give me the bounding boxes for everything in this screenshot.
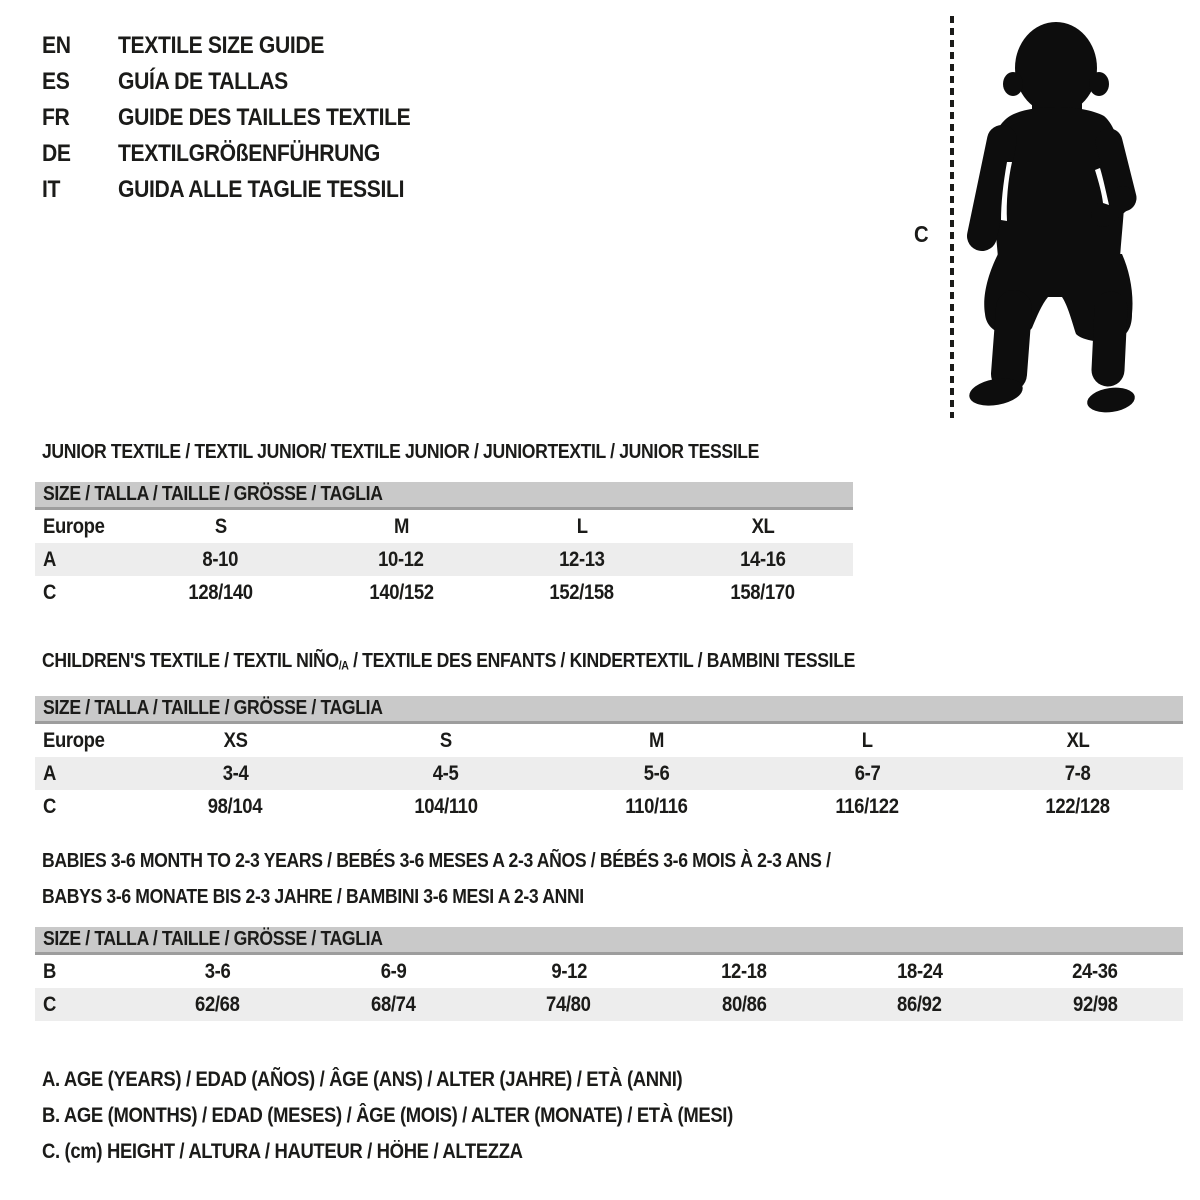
value-cell bbox=[130, 576, 311, 609]
value-cell bbox=[130, 724, 341, 757]
cell-value: 152/158 bbox=[549, 581, 615, 604]
row-label: A bbox=[43, 548, 56, 571]
table-row bbox=[35, 790, 1183, 823]
value-cell bbox=[551, 757, 762, 790]
size-header-text: SIZE / TALLA / TAILLE / GRÖSSE / TAGLIA bbox=[43, 696, 383, 719]
row-label: C bbox=[43, 993, 56, 1016]
table-title-line bbox=[35, 643, 1183, 684]
row-label-cell bbox=[35, 724, 130, 757]
language-title: TEXTILGRÖßENFÜHRUNG bbox=[118, 140, 381, 167]
title-text: / TEXTILE DES ENFANTS / KINDERTEXTIL / BAMBINI TESSILE bbox=[348, 650, 855, 672]
table-title-line bbox=[35, 879, 1183, 915]
cell-value: 9-12 bbox=[550, 960, 587, 983]
value-cell bbox=[832, 955, 1008, 988]
value-cell bbox=[492, 543, 673, 576]
value-cell bbox=[972, 790, 1183, 823]
language-row bbox=[42, 28, 450, 64]
value-cell bbox=[481, 955, 657, 988]
title-text: BABYS 3-6 MONATE BIS 2-3 JAHRE / BAMBINI 3-6 MESI A 2-3 ANNI bbox=[42, 886, 584, 908]
language-title-cell bbox=[118, 100, 450, 136]
cell-value: 122/128 bbox=[1045, 794, 1110, 818]
row-label: B bbox=[43, 960, 56, 983]
table-row bbox=[35, 724, 1183, 757]
table-row bbox=[35, 543, 853, 576]
cell-value: 158/170 bbox=[730, 581, 795, 604]
value-cell bbox=[492, 510, 673, 543]
table-row bbox=[35, 955, 1183, 988]
cell-value: S bbox=[439, 728, 452, 752]
cell-value: XL bbox=[1066, 728, 1090, 752]
cell-value: 74/80 bbox=[546, 993, 591, 1016]
cell-value: 140/152 bbox=[368, 581, 434, 604]
table-row bbox=[35, 988, 1183, 1021]
language-row bbox=[42, 172, 450, 208]
foot-right bbox=[1086, 385, 1137, 415]
value-cell bbox=[311, 576, 492, 609]
legend-row bbox=[42, 1134, 827, 1170]
cell-value: 3-6 bbox=[204, 960, 231, 983]
language-row bbox=[42, 136, 450, 172]
row-label-cell bbox=[35, 757, 130, 790]
cell-value: 24-36 bbox=[1072, 960, 1119, 983]
cell-value: 12-13 bbox=[559, 548, 605, 571]
arm-left bbox=[982, 140, 1002, 236]
cell-value: 6-7 bbox=[854, 761, 880, 785]
row-label-cell bbox=[35, 543, 130, 576]
cell-value: 10-12 bbox=[378, 548, 424, 571]
value-cell bbox=[130, 757, 341, 790]
value-cell bbox=[311, 510, 492, 543]
value-cell bbox=[762, 790, 973, 823]
value-cell bbox=[130, 543, 311, 576]
cell-value: S bbox=[214, 515, 227, 538]
ear-left bbox=[1003, 72, 1023, 96]
value-cell bbox=[672, 576, 853, 609]
title-text: CHILDREN'S TEXTILE / TEXTIL NIÑO bbox=[42, 650, 339, 672]
value-cell bbox=[341, 757, 552, 790]
title-text: JUNIOR TEXTILE / TEXTIL JUNIOR/ TEXTILE JUNIOR / JUNIORTEXTIL / JUNIOR TESSILE bbox=[42, 441, 760, 463]
row-label: Europe bbox=[43, 515, 105, 538]
value-cell bbox=[657, 955, 833, 988]
title-text: BABIES 3-6 MONTH TO 2-3 YEARS / BEBÉS 3-6 MESES A 2-3 AÑOS / BÉBÉS 3-6 MOIS À 2-3 ANS / bbox=[42, 850, 831, 872]
language-title-cell bbox=[118, 136, 416, 172]
height-measure-label: C bbox=[914, 221, 929, 247]
value-cell bbox=[341, 790, 552, 823]
language-header bbox=[42, 28, 450, 208]
title-subscript: /A bbox=[338, 658, 349, 673]
table-row bbox=[35, 510, 853, 543]
cell-value: 92/98 bbox=[1073, 993, 1118, 1016]
size-header-text: SIZE / TALLA / TAILLE / GRÖSSE / TAGLIA bbox=[43, 928, 383, 950]
value-cell bbox=[1008, 955, 1184, 988]
table-title bbox=[35, 643, 1183, 684]
cell-value: 98/104 bbox=[208, 794, 263, 818]
table-title-text bbox=[42, 434, 759, 470]
value-cell bbox=[762, 724, 973, 757]
value-cell bbox=[130, 955, 306, 988]
value-cell bbox=[551, 724, 762, 757]
language-title-cell bbox=[118, 64, 311, 100]
language-title-cell bbox=[118, 28, 352, 64]
row-label-cell bbox=[35, 790, 130, 823]
value-cell bbox=[481, 988, 657, 1021]
row-label: C bbox=[43, 794, 56, 818]
table-title bbox=[35, 843, 1183, 915]
cell-value: L bbox=[861, 728, 873, 752]
value-cell bbox=[672, 510, 853, 543]
cell-value: 8-10 bbox=[202, 548, 239, 571]
cell-value: 7-8 bbox=[1064, 761, 1091, 785]
value-cell bbox=[130, 510, 311, 543]
table-title bbox=[35, 434, 853, 470]
row-label-cell bbox=[35, 955, 130, 988]
table-title-line bbox=[35, 434, 853, 470]
language-code-cell bbox=[42, 172, 118, 208]
language-code: EN bbox=[42, 32, 71, 59]
language-title: TEXTILE SIZE GUIDE bbox=[118, 32, 325, 59]
babies-textile-table bbox=[35, 843, 1183, 1021]
cell-value: 68/74 bbox=[371, 993, 416, 1016]
size-header-bar bbox=[35, 696, 1183, 724]
language-title: GUÍA DE TALLAS bbox=[118, 68, 288, 95]
value-cell bbox=[341, 724, 552, 757]
cell-value: XL bbox=[751, 515, 775, 538]
value-cell bbox=[832, 988, 1008, 1021]
toddler-silhouette-svg bbox=[890, 8, 1150, 422]
cell-value: 128/140 bbox=[188, 581, 253, 604]
value-cell bbox=[130, 988, 306, 1021]
legend-row bbox=[42, 1062, 827, 1098]
language-code: DE bbox=[42, 140, 71, 167]
row-label-cell bbox=[35, 576, 130, 609]
cell-value: 110/116 bbox=[625, 794, 688, 818]
cell-value: 14-16 bbox=[739, 548, 786, 571]
height-figure bbox=[890, 8, 1150, 422]
size-header-bar bbox=[35, 927, 1183, 955]
ear-right bbox=[1089, 72, 1109, 96]
row-label-cell bbox=[35, 510, 130, 543]
toddler-silhouette bbox=[967, 22, 1136, 415]
legend-row bbox=[42, 1098, 827, 1134]
cell-value: 12-18 bbox=[721, 960, 768, 983]
row-label-cell bbox=[35, 988, 130, 1021]
value-cell bbox=[762, 757, 973, 790]
cell-value: 80/86 bbox=[722, 993, 767, 1016]
value-cell bbox=[672, 543, 853, 576]
language-code-cell bbox=[42, 28, 118, 64]
legend-text: A. AGE (YEARS) / EDAD (AÑOS) / ÂGE (ANS) / ALTER (JAHRE) / ETÀ (ANNI) bbox=[42, 1068, 683, 1091]
cell-value: 18-24 bbox=[896, 960, 943, 983]
row-label: Europe bbox=[43, 728, 105, 752]
language-code: ES bbox=[42, 68, 70, 95]
language-code-cell bbox=[42, 136, 118, 172]
value-cell bbox=[1008, 988, 1184, 1021]
table-row bbox=[35, 757, 1183, 790]
value-cell bbox=[306, 955, 482, 988]
size-header-text: SIZE / TALLA / TAILLE / GRÖSSE / TAGLIA bbox=[43, 483, 383, 505]
legend-text: C. (cm) HEIGHT / ALTURA / HAUTEUR / HÖHE / ALTEZZA bbox=[42, 1140, 523, 1163]
cell-value: XS bbox=[223, 728, 248, 752]
value-cell bbox=[311, 543, 492, 576]
cell-value: 86/92 bbox=[897, 993, 942, 1016]
table-title-text bbox=[42, 879, 584, 915]
children-textile-table bbox=[35, 643, 1183, 823]
cell-value: L bbox=[576, 515, 588, 538]
language-code: FR bbox=[42, 104, 70, 131]
value-cell bbox=[551, 790, 762, 823]
cell-value: 6-9 bbox=[380, 960, 407, 983]
cell-value: 5-6 bbox=[643, 761, 670, 785]
value-cell bbox=[492, 576, 673, 609]
legend bbox=[42, 1062, 827, 1170]
language-code-cell bbox=[42, 64, 118, 100]
language-title-cell bbox=[118, 172, 443, 208]
cell-value: M bbox=[393, 515, 409, 538]
value-cell bbox=[657, 988, 833, 1021]
language-code: IT bbox=[42, 176, 61, 203]
row-label: C bbox=[43, 581, 56, 604]
size-header-bar bbox=[35, 482, 853, 510]
language-row bbox=[42, 100, 450, 136]
value-cell bbox=[130, 790, 341, 823]
table-title-text bbox=[42, 843, 831, 879]
language-row bbox=[42, 64, 450, 100]
cell-value: 62/68 bbox=[195, 993, 240, 1016]
leg-left bbox=[1009, 308, 1014, 374]
legend-text: B. AGE (MONTHS) / EDAD (MESES) / ÂGE (MOIS) / ALTER (MONATE) / ETÀ (MESI) bbox=[42, 1104, 733, 1127]
junior-textile-table bbox=[35, 434, 853, 609]
leg-right bbox=[1108, 308, 1111, 370]
language-code-cell bbox=[42, 100, 118, 136]
language-title: GUIDA ALLE TAGLIE TESSILI bbox=[118, 176, 405, 203]
table-title-text bbox=[42, 643, 855, 684]
cell-value: 104/110 bbox=[414, 794, 478, 818]
cell-value: 116/122 bbox=[835, 794, 899, 818]
table-title-line bbox=[35, 843, 1183, 879]
value-cell bbox=[972, 757, 1183, 790]
cell-value: 4-5 bbox=[433, 761, 459, 785]
language-title: GUIDE DES TAILLES TEXTILE bbox=[118, 104, 411, 131]
value-cell bbox=[306, 988, 482, 1021]
value-cell bbox=[972, 724, 1183, 757]
cell-value: M bbox=[648, 728, 665, 752]
cell-value: 3-4 bbox=[222, 761, 249, 785]
row-label: A bbox=[43, 761, 56, 785]
table-row bbox=[35, 576, 853, 609]
